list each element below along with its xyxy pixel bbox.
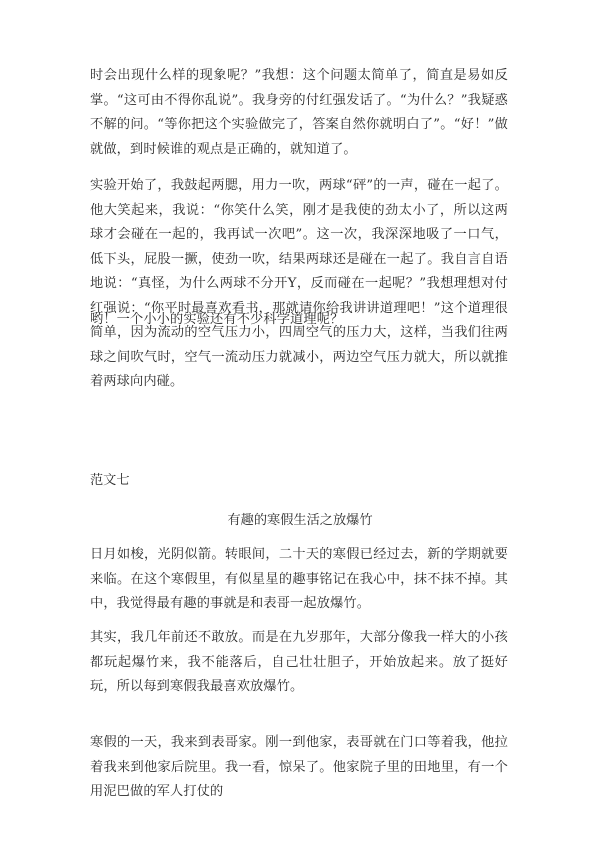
essay-title: 有趣的寒假生活之放爆竹 <box>227 513 373 528</box>
paragraph-3: 哟！一个小小的实验还有不少科学道理呢？ <box>90 312 344 327</box>
paragraph-2: 实验开始了，我鼓起两腮，用力一吹，两球“砰”的一声，碰在一起了。他大笑起来，我说：“你笑什么笑，刚才是我使的劲太小了，所以这两球才会碰在一起的，我再试一次吧”。这一次，我深深地吸了一口气，低下头，屁股一撅，使劲一吹，结果两球还是碰在一起了。我自言自语地说：“真怪，为什么两球不分开Y，反而碰在一起呢？”我想理想对付红强说：“你平时最喜欢看书，那就请你给我讲讲道理吧！”这个道理很简单，因为流动的空气压力小，四周空气的压力大，这样，当我们往两球之间吹气时，空气一流动压力就减小，两边空气压力就大，所以就推着两球向内碰。 <box>90 178 508 389</box>
paragraph-1: 时会出现什么样的现象呢？”我想：这个问题太简单了，简直是易如反掌。“这可由不得你乱说”。我身旁的付红强发话了。“为什么？”我疑惑不解的问。“等你把这个实验做完了，答案自然你就明白了”。“好！”做就做，到时候谁的观点是正确的，就知道了。 <box>90 68 508 157</box>
essay-paragraph-2: 其实，我几年前还不敢放。而是在九岁那年，大部分像我一样大的小孩都玩起爆竹来，我不能落后，自己壮壮胆子，开始放起来。放了挺好玩，所以每到寒假我最喜欢放爆竹。 <box>90 630 508 694</box>
section-label: 范文七 <box>90 473 130 488</box>
essay-paragraph-3: 寒假的一天，我来到表哥家。刚一到他家，表哥就在门口等着我，他拉着我来到他家后院里。我一看，惊呆了。他家院子里的田地里，有一个用泥巴做的军人打仗的 <box>90 735 508 799</box>
essay-paragraph-1: 日月如梭，光阴似箭。转眼间，二十天的寒假已经过去，新的学期就要来临。在这个寒假里，有似星星的趣事铭记在我心中，抹不抹不掉。其中，我觉得最有趣的事就是和表哥一起放爆竹。 <box>90 547 508 611</box>
